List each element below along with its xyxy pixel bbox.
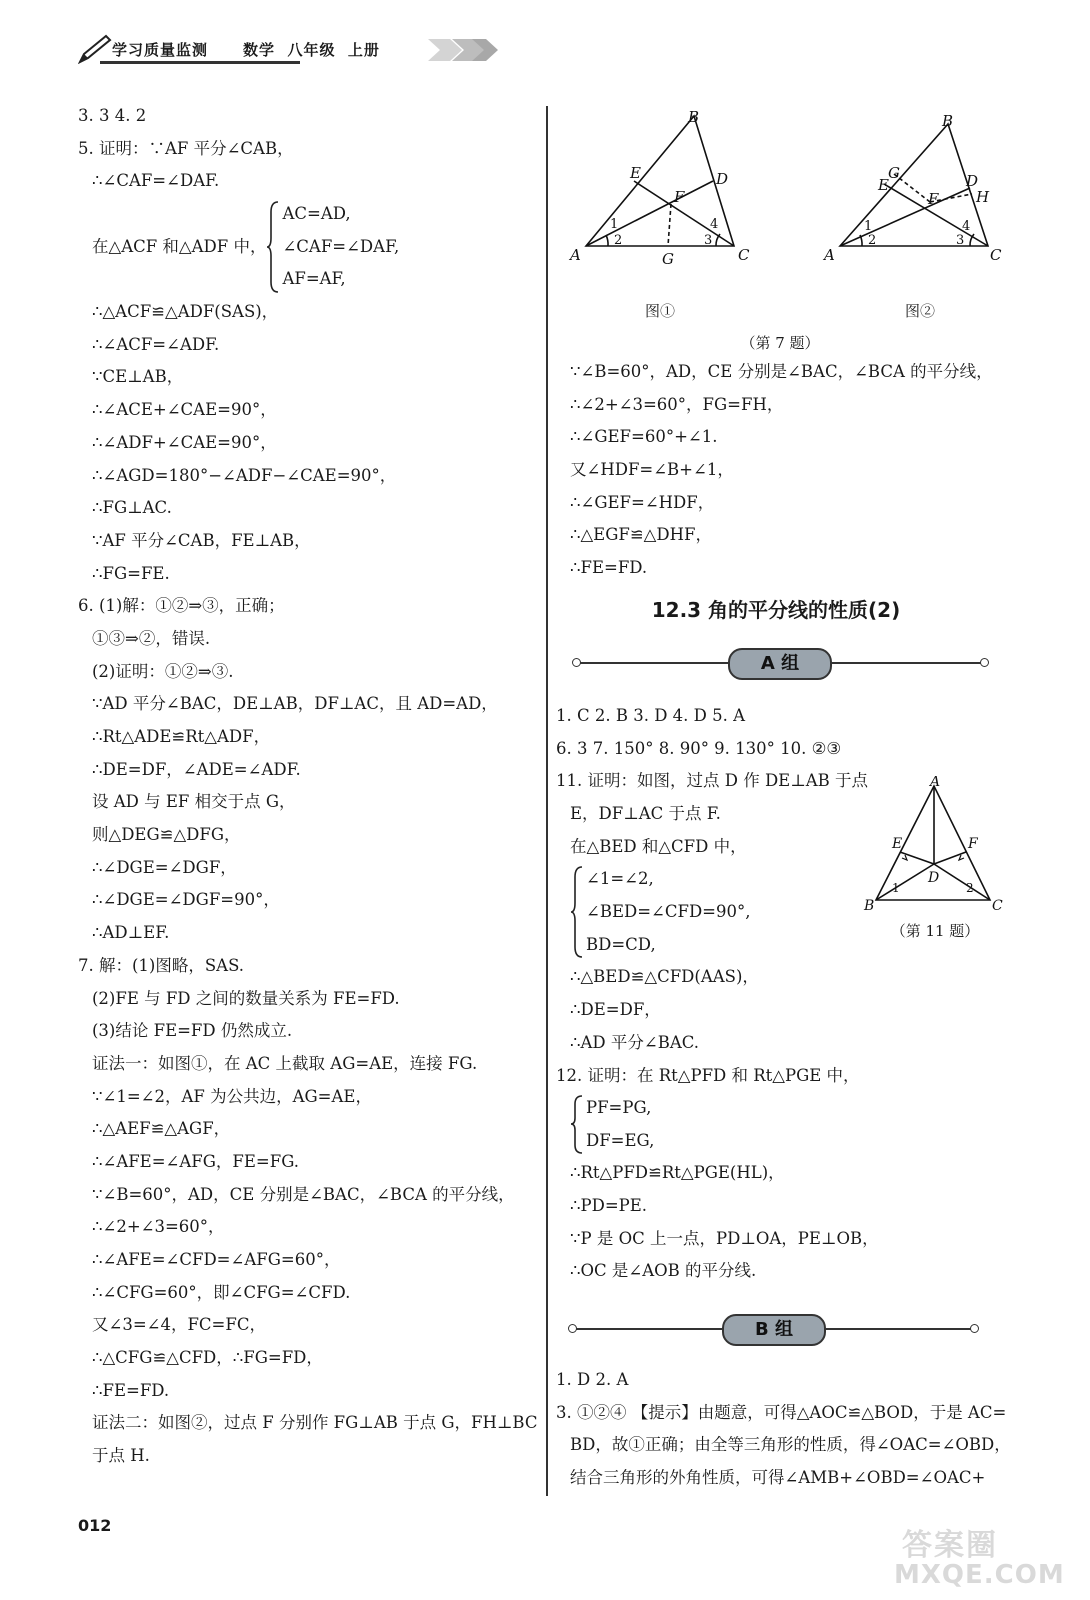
point-label: D bbox=[928, 870, 940, 886]
figure-2-caption: 图② bbox=[904, 302, 935, 320]
answer-line: PF=PG, bbox=[586, 1098, 652, 1118]
answer-line: 又∠HDF=∠B+∠1， bbox=[570, 460, 734, 480]
answer-line: ∴FE=FD. bbox=[570, 558, 648, 578]
answer-line: ∴△ACF≌△ADF(SAS)， bbox=[92, 302, 279, 322]
answer-line: AF=AF, bbox=[282, 269, 346, 289]
angle-label: 1 bbox=[892, 881, 900, 895]
figure-1 bbox=[568, 108, 758, 268]
page-number: 012 bbox=[78, 1516, 112, 1535]
band-dot bbox=[572, 658, 581, 667]
answer-line: 6. 3 7. 150° 8. 90° 9. 130° 10. ②③ bbox=[556, 738, 842, 758]
answer-line: ∵P 是 OC 上一点，PD⊥OA，PE⊥OB， bbox=[570, 1228, 879, 1248]
answer-line: 3. 3 4. 2 bbox=[78, 106, 147, 125]
point-label: C bbox=[738, 246, 750, 264]
answer-line: ∵CE⊥AB， bbox=[92, 367, 184, 387]
answer-line: ①③⇒②，错误. bbox=[92, 628, 211, 648]
answer-line: ∴∠DGE=∠DGF=90°， bbox=[92, 890, 280, 910]
band-dot bbox=[568, 1324, 577, 1333]
answer-line: ∴∠AGD=180°−∠ADF−∠CAE=90°， bbox=[92, 465, 397, 485]
answer-line: ∴△AEF≌△AGF， bbox=[92, 1119, 231, 1139]
answer-line: ∴∠CAF=∠DAF. bbox=[92, 171, 220, 191]
question-7-caption: （第 7 题） bbox=[740, 334, 820, 352]
answer-line: 6. (1)解：①②⇒③，正确； bbox=[78, 596, 285, 616]
answer-line: ∴FG⊥AC. bbox=[92, 498, 172, 518]
answer-line: ∴∠CFG=60°，即∠CFG=∠CFD. bbox=[92, 1282, 351, 1302]
answer-line: 1. D 2. A bbox=[556, 1370, 629, 1389]
answer-line: (2)证明：①②⇒③. bbox=[92, 661, 234, 681]
answer-line: ∵AD 平分∠BAC，DE⊥AB，DF⊥AC，且 AD=AD， bbox=[92, 694, 498, 714]
answer-line: ∴Rt△PFD≌Rt△PGE(HL)， bbox=[570, 1163, 785, 1183]
page-header bbox=[78, 32, 558, 66]
point-label: C bbox=[992, 898, 1003, 914]
answer-line: ∴∠AFE=∠CFD=∠AFG=60°， bbox=[92, 1250, 341, 1269]
section-title: 12.3 角的平分线的性质(2) bbox=[651, 598, 901, 622]
point-label: F bbox=[968, 836, 978, 852]
watermark bbox=[880, 1520, 1080, 1592]
angle-label: 1 bbox=[864, 219, 873, 234]
point-label: A bbox=[824, 246, 835, 264]
answer-line: BD=CD, bbox=[586, 934, 656, 954]
band-dot bbox=[970, 1324, 979, 1333]
equation-system bbox=[78, 198, 528, 296]
answer-line: 则△DEG≌△DFG， bbox=[92, 825, 241, 845]
point-label: B bbox=[942, 112, 954, 130]
point-label: E bbox=[878, 176, 889, 194]
point-label: F bbox=[674, 188, 685, 206]
point-label: E bbox=[892, 836, 903, 852]
group-a-label: A 组 bbox=[728, 648, 832, 680]
right-column-bottom bbox=[556, 1364, 1011, 1495]
answer-line: BD，故①正确；由全等三角形的性质，得∠OAC=∠OBD， bbox=[570, 1435, 1011, 1455]
answer-line: ∠1=∠2, bbox=[586, 869, 654, 889]
equation-lines bbox=[586, 863, 751, 961]
answer-line: ∴∠ADF+∠CAE=90°， bbox=[92, 432, 277, 452]
group-b-label: B 组 bbox=[722, 1314, 826, 1346]
angle-label: 4 bbox=[962, 219, 971, 234]
answer-line: ∴∠2+∠3=60°， bbox=[92, 1217, 225, 1237]
answer-line: ∴∠AFE=∠AFG，FE=FG. bbox=[92, 1151, 300, 1171]
point-label: D bbox=[966, 172, 979, 190]
angle-label: 2 bbox=[614, 233, 623, 248]
band-dot bbox=[980, 658, 989, 667]
answer-line: 设 AD 与 EF 相交于点 G， bbox=[92, 792, 296, 812]
answer-line: ∵∠B=60°，AD，CE 分别是∠BAC，∠BCA 的平分线， bbox=[92, 1184, 515, 1204]
point-label: F bbox=[928, 190, 939, 208]
answer-line: ∴PD=PE. bbox=[570, 1195, 648, 1215]
answer-line: AC=AD, bbox=[282, 204, 351, 224]
figure-1-caption: 图① bbox=[644, 302, 675, 320]
angle-label: 3 bbox=[956, 233, 965, 248]
point-label: H bbox=[976, 188, 990, 206]
answer-line: ∴∠ACF=∠ADF. bbox=[92, 334, 220, 354]
answer-line: 1. C 2. B 3. D 4. D 5. A bbox=[556, 706, 746, 725]
answer-line: 又∠3=∠4，FC=FC， bbox=[92, 1315, 266, 1335]
answer-line: ∴DE=DF， bbox=[570, 1000, 661, 1020]
answer-line: 3. ①②④ 【提示】由题意，可得△AOC≌△BOD，于是 AC= bbox=[556, 1402, 1007, 1422]
point-label: D bbox=[716, 170, 729, 188]
answer-line: 11. 证明：如图，过点 D 作 DE⊥AB 于点 bbox=[556, 771, 869, 791]
answer-line: E，DF⊥AC 于点 F. bbox=[570, 804, 721, 824]
answer-line: ∴∠GEF=∠HDF， bbox=[570, 492, 715, 512]
equation-lines bbox=[282, 198, 399, 296]
left-column bbox=[78, 100, 538, 1473]
answer-line: ∠CAF=∠DAF, bbox=[282, 236, 400, 256]
answer-line: ∴∠ACE+∠CAE=90°， bbox=[92, 400, 277, 420]
point-label: E bbox=[630, 164, 641, 182]
left-brace-icon bbox=[266, 198, 280, 296]
answer-line: (2)FE 与 FD 之间的数量关系为 FE=FD. bbox=[92, 988, 400, 1008]
column-divider bbox=[546, 106, 548, 1496]
answer-line: DF=EG, bbox=[586, 1130, 655, 1150]
answer-line: ∴Rt△ADE≌Rt△ADF， bbox=[92, 727, 271, 746]
answer-line: ∴DE=DF，∠ADE=∠ADF. bbox=[92, 759, 301, 779]
angle-label: 2 bbox=[868, 233, 877, 248]
answer-line: 证法一：如图①，在 AC 上截取 AG=AE，连接 FG. bbox=[92, 1053, 478, 1073]
answer-line: 证法二：如图②，过点 F 分别作 FG⊥AB 于点 G，FH⊥BC bbox=[92, 1413, 538, 1433]
answer-line: ∵∠1=∠2，AF 为公共边，AG=AE， bbox=[92, 1086, 372, 1106]
answer-line: ∴AD 平分∠BAC. bbox=[570, 1032, 700, 1052]
chevron-right-icon bbox=[428, 35, 500, 65]
answer-line: ∵∠B=60°，AD，CE 分别是∠BAC，∠BCA 的平分线， bbox=[570, 362, 993, 381]
equation-lines bbox=[586, 1092, 654, 1157]
answer-line: ∵AF 平分∠CAB，FE⊥AB， bbox=[92, 530, 311, 550]
angle-label: 3 bbox=[704, 233, 713, 248]
equation-system bbox=[556, 1092, 996, 1157]
watermark-url: MXQE.COM bbox=[894, 1560, 1065, 1590]
answer-line: ∴△BED≌△CFD(AAS)， bbox=[570, 967, 759, 987]
right-column-top bbox=[556, 356, 996, 585]
point-label: A bbox=[930, 776, 941, 790]
answer-line: ∴∠DGE=∠DGF， bbox=[92, 857, 237, 877]
answer-line: ∴FG=FE. bbox=[92, 563, 170, 583]
answer-line: 7. 解：(1)图略，SAS. bbox=[78, 955, 245, 975]
watermark-text: 答案圈 bbox=[902, 1528, 998, 1563]
group-b-band bbox=[568, 1314, 982, 1344]
subject-grade: 数学 八年级 上册 bbox=[243, 41, 380, 59]
answer-line: 12. 证明：在 Rt△PFD 和 Rt△PGE 中， bbox=[556, 1065, 860, 1085]
angle-label: 4 bbox=[710, 217, 719, 232]
answer-line: 结合三角形的外角性质，可得∠AMB+∠OBD=∠OAC+ bbox=[570, 1468, 986, 1488]
answer-line: ∴∠2+∠3=60°，FG=FH， bbox=[570, 394, 784, 414]
answer-line: ∴△EGF≌△DHF， bbox=[570, 525, 712, 545]
answer-line: (3)结论 FE=FD 仍然成立. bbox=[92, 1021, 293, 1041]
answer-line: ∴FE=FD. bbox=[92, 1380, 170, 1400]
angle-label: 1 bbox=[610, 217, 619, 232]
answer-line: ∴AD⊥EF. bbox=[92, 923, 170, 943]
figure-11 bbox=[862, 776, 1008, 916]
point-label: A bbox=[570, 246, 581, 264]
point-label: C bbox=[990, 246, 1002, 264]
answer-line: 在△BED 和△CFD 中， bbox=[570, 836, 747, 856]
answer-line: ∴OC 是∠AOB 的平分线. bbox=[570, 1261, 757, 1281]
left-brace-icon bbox=[570, 1092, 584, 1157]
answer-line: 在△ACF 和△ADF 中， bbox=[92, 237, 267, 257]
point-label: G bbox=[662, 250, 674, 268]
point-label: B bbox=[864, 898, 875, 914]
answer-line: ∠BED=∠CFD=90°, bbox=[586, 902, 751, 922]
book-series-title: 学习质量监测 bbox=[112, 41, 209, 59]
left-brace-icon bbox=[570, 863, 584, 961]
point-label: G bbox=[888, 164, 900, 182]
answer-line: 于点 H. bbox=[92, 1446, 150, 1466]
angle-label: 2 bbox=[966, 881, 974, 895]
group-a-band bbox=[572, 648, 992, 678]
answer-line: ∴∠GEF=60°+∠1. bbox=[570, 427, 718, 447]
question-11-caption: （第 11 题） bbox=[890, 922, 980, 940]
answer-line: ∴△CFG≌△CFD，∴FG=FD， bbox=[92, 1348, 323, 1368]
figure-2 bbox=[822, 108, 1012, 268]
answer-line: 5. 证明：∵AF 平分∠CAB， bbox=[78, 138, 294, 158]
point-label: B bbox=[688, 108, 700, 126]
